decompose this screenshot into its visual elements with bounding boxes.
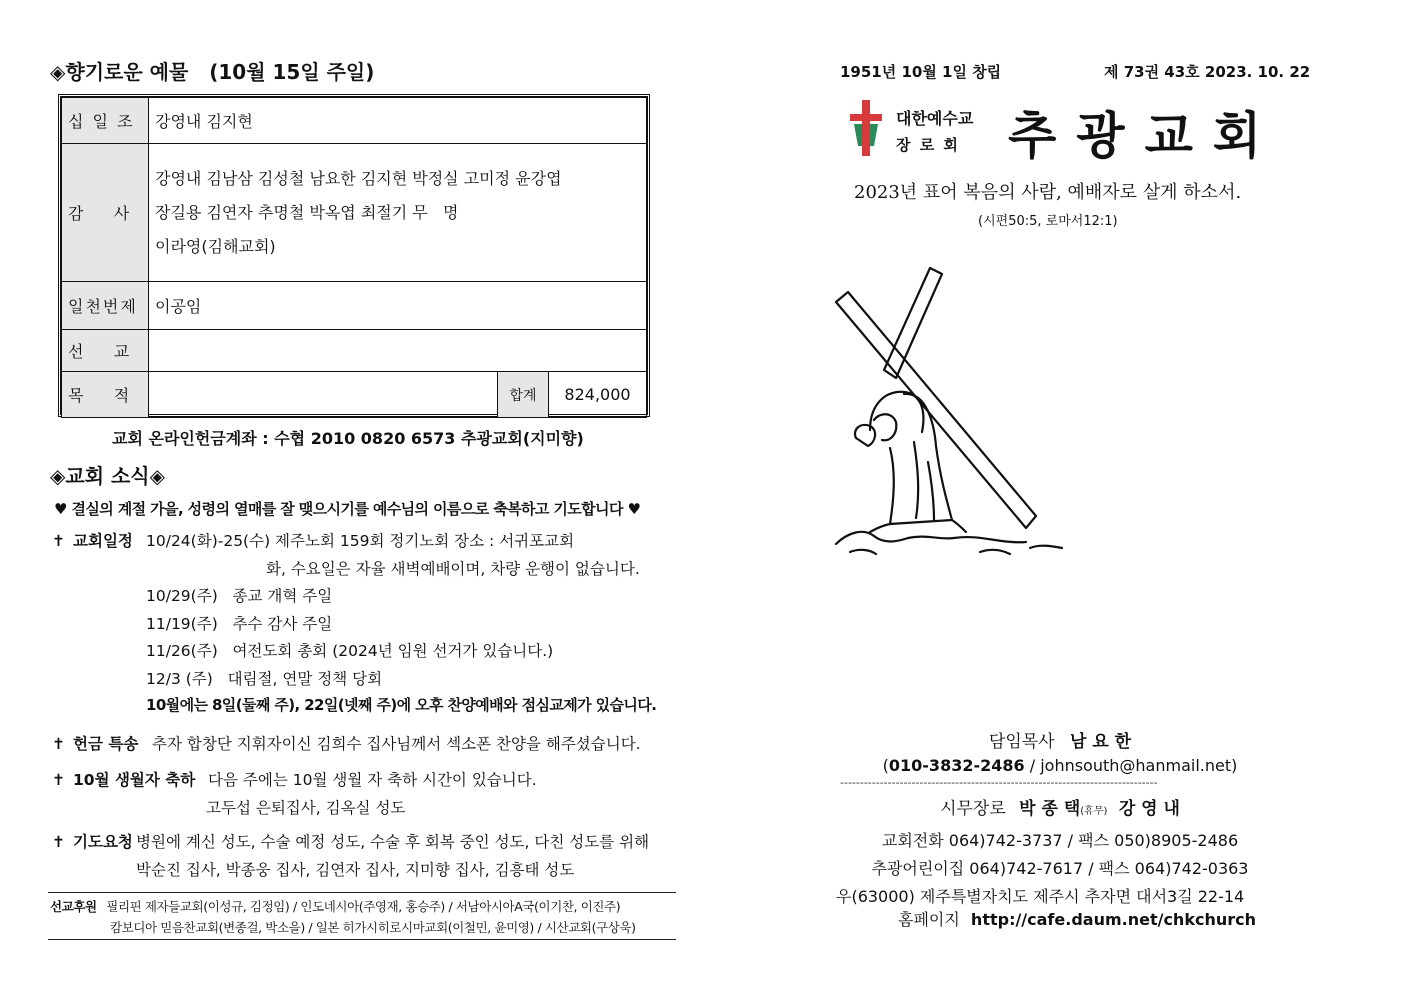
- homepage-label: 홈페이지: [898, 910, 960, 929]
- cross-icon: ✝: [52, 735, 65, 753]
- list-item: [52, 830, 133, 852]
- prayer-text: 병원에 계신 성도, 수술 예정 성도, 수술 후 회복 중인 성도, 다친 성도를 위해: [136, 833, 650, 851]
- list-item: [52, 732, 138, 754]
- denomination-line: 장 로 회: [896, 136, 960, 154]
- elders-label: 시무장로: [940, 799, 1006, 819]
- cross-icon: ✝: [52, 771, 65, 789]
- table-row: [62, 330, 647, 372]
- elder-note: (휴무): [1080, 806, 1108, 817]
- mission-support-line: 필리핀 제자들교회(이성규, 김정임) / 인도네시아(주영재, 홍승주) / 서남아시아A국(이기찬, 이진주): [106, 899, 621, 914]
- news-banner: ♥ 결실의 계절 가을, 성령의 열매를 잘 맺으시기를 예수님의 이름으로 축복하고 기도합니다 ♥: [54, 500, 641, 518]
- denomination-line: 대한예수교: [896, 109, 974, 128]
- cross-icon: ✝: [52, 833, 65, 851]
- pastor-name: 남 요 한: [1070, 732, 1132, 752]
- birthday-names: 고두섭 은퇴집사, 김옥실 성도: [206, 799, 406, 817]
- schedule-label: 교회일정: [73, 532, 133, 550]
- dashed-divider: --------------------------------------------------------------------------------: [840, 776, 1158, 789]
- thousandth-names: 이공임: [149, 282, 647, 330]
- schedule-line: 10/29(주) 종교 개혁 주일: [146, 587, 333, 605]
- elder-name: 강 영 내: [1118, 799, 1180, 819]
- cross-icon: ✝: [52, 532, 65, 550]
- year-motto: 2023년 표어 복음의 사람, 예배자로 살게 하소서.: [854, 182, 1242, 203]
- list-item: [52, 768, 195, 790]
- schedule-line: 12/3 (주) 대림절, 연말 정책 당회: [146, 670, 383, 688]
- divider: [48, 939, 676, 940]
- thanks-line: 이라영(김해교회): [155, 236, 276, 256]
- offering-date: (10월 15일 주일): [209, 60, 375, 84]
- purpose-label: 목 적: [62, 372, 149, 418]
- prayer-label: 기도요청: [73, 833, 133, 851]
- tithe-names: 강영내 김지현: [149, 98, 647, 144]
- schedule-line: 화, 수요일은 자율 새벽예배이며, 차량 운행이 없습니다.: [266, 560, 640, 578]
- mission-support-line: 캄보디아 믿음찬교회(변종걸, 박소을) / 일본 히가시히로시마교회(이철민, 윤미영) / 시산교회(구상욱): [110, 920, 636, 935]
- prayer-names: 박순진 집사, 박종웅 집사, 김연자 집사, 지미향 집사, 김흥태 성도: [136, 861, 575, 879]
- divider: [48, 892, 676, 893]
- schedule-line: 11/19(주) 추수 감사 주일: [146, 615, 333, 633]
- pastor-contact: (010-3832-2486 / johnsouth@hanmail.net): [882, 756, 1238, 775]
- special-text: 추자 합창단 지휘자이신 김희수 집사님께서 섹소폰 찬양을 해주셨습니다.: [152, 735, 641, 753]
- founded-date: 1951년 10월 1일 창립: [840, 63, 1002, 81]
- mission-label: 선 교: [62, 330, 149, 372]
- table-row: [62, 98, 647, 144]
- purpose-names: [149, 372, 498, 418]
- offering-title: ◈향기로운 예물: [50, 60, 189, 84]
- church-name: 추광교회: [1008, 106, 1282, 165]
- thanks-line: 강영내 김남삼 김성철 남요한 김지현 박정실 고미정 윤강엽: [155, 168, 562, 188]
- pastor-label: 담임목사: [988, 732, 1055, 752]
- thousandth-label: 일천번제: [62, 282, 149, 330]
- thanks-names: [149, 144, 647, 282]
- table-row: [62, 144, 647, 282]
- address: 우(63000) 제주특별자치도 제주시 추자면 대서3길 22-14: [836, 887, 1245, 906]
- mission-support: [50, 897, 620, 915]
- church-phone: 교회전화 064)742-3737 / 팩스 050)8905-2486: [881, 831, 1239, 850]
- table-row: [62, 372, 647, 418]
- schedule-line: 11/26(주) 여전도회 총회 (2024년 임원 선거가 있습니다.): [146, 642, 554, 660]
- homepage-link[interactable]: http://cafe.daum.net/chkchurch: [970, 910, 1256, 929]
- mission-names: [149, 330, 647, 372]
- schedule-bold: 10월에는 8일(둘째 주), 22일(넷째 주)에 오후 찬양예배와 점심교제가 있습니다.: [146, 696, 657, 714]
- thanks-line: 장길용 김연자 추명철 박옥엽 최절기 무 명: [155, 202, 459, 222]
- tithe-label: 십 일 조: [62, 98, 149, 144]
- online-account: 교회 온라인헌금계좌 : 수협 2010 0820 6573 추광교회(지미향): [112, 429, 584, 448]
- special-label: 헌금 특송: [73, 735, 139, 753]
- list-item: [52, 529, 133, 551]
- motto-verse: (시편50:5, 로마서12:1): [978, 214, 1118, 229]
- schedule-line: 10/24(화)-25(수) 제주노회 159회 정기노회 장소 : 서귀포교회: [146, 532, 575, 550]
- birthday-label: 10월 생월자 축하: [73, 771, 196, 789]
- pastor-email[interactable]: johnsouth@hanmail.net: [1040, 756, 1232, 775]
- elder-name: 박 종 택: [1019, 799, 1081, 819]
- offering-header: [50, 56, 374, 85]
- jesus-carrying-cross-illustration: [830, 262, 1070, 562]
- table-row: [62, 282, 647, 330]
- pastor: [840, 727, 1280, 752]
- offering-table: [58, 94, 650, 417]
- issue-number: 제 73권 43호 2023. 10. 22: [1104, 63, 1311, 81]
- elders: [840, 794, 1280, 819]
- kindergarten-phone: 추광어린이집 064)742-7617 / 팩스 064)742-0363: [871, 859, 1249, 878]
- thanks-label: 감 사: [62, 144, 149, 282]
- mission-support-label: 선교후원: [50, 899, 97, 914]
- news-title: ◈교회 소식◈: [50, 464, 166, 488]
- homepage: [898, 907, 1256, 930]
- pastor-phone: 010-3832-2486: [888, 756, 1025, 775]
- church-logo-icon: [848, 100, 884, 156]
- total-label: 합계: [498, 372, 549, 418]
- birthday-text: 다음 주에는 10월 생월 자 축하 시간이 있습니다.: [208, 771, 537, 789]
- total-value: 824,000: [549, 372, 647, 418]
